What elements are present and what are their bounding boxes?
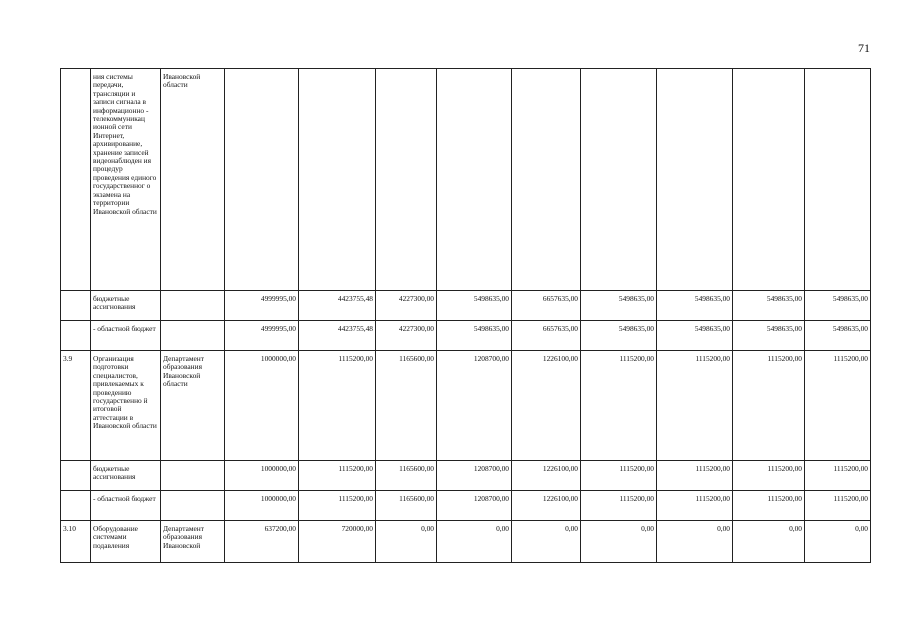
row-number-cell: 3.9 xyxy=(61,351,91,461)
row-number-cell: 3.10 xyxy=(61,521,91,563)
value-cell: 1115200,00 xyxy=(657,491,733,521)
value-cell: 1208700,00 xyxy=(437,491,512,521)
value-cell: 1208700,00 xyxy=(437,461,512,491)
value-cell: 6657635,00 xyxy=(512,321,581,351)
value-cell: 637200,00 xyxy=(225,521,299,563)
value-cell: 4999995,00 xyxy=(225,291,299,321)
value-cell: 1115200,00 xyxy=(733,351,805,461)
row-number-cell xyxy=(61,291,91,321)
value-cell: 1115200,00 xyxy=(657,461,733,491)
value-cell: 1115200,00 xyxy=(805,351,871,461)
value-cell: 0,00 xyxy=(657,521,733,563)
row-number-cell xyxy=(61,491,91,521)
value-cell: 4423755,48 xyxy=(299,291,376,321)
row-name-cell: Организация подготовки специалистов, привлекаемых к проведению государственно й итоговой аттестации в Ивановской области xyxy=(91,351,161,461)
value-cell: 6657635,00 xyxy=(512,291,581,321)
value-cell: 1226100,00 xyxy=(512,351,581,461)
table-row xyxy=(61,521,871,563)
value-cell: 1115200,00 xyxy=(299,491,376,521)
value-cell: 1115200,00 xyxy=(299,461,376,491)
value-cell xyxy=(225,69,299,291)
row-executor-cell xyxy=(161,491,225,521)
value-cell: 5498635,00 xyxy=(581,321,657,351)
value-cell: 4999995,00 xyxy=(225,321,299,351)
value-cell xyxy=(376,69,437,291)
row-number-cell xyxy=(61,321,91,351)
value-cell: 1000000,00 xyxy=(225,351,299,461)
table-row xyxy=(61,461,871,491)
value-cell: 0,00 xyxy=(512,521,581,563)
value-cell: 4227300,00 xyxy=(376,321,437,351)
value-cell: 5498635,00 xyxy=(805,291,871,321)
row-executor-cell xyxy=(161,291,225,321)
value-cell xyxy=(512,69,581,291)
value-cell: 1115200,00 xyxy=(299,351,376,461)
value-cell: 1115200,00 xyxy=(805,491,871,521)
value-cell: 1115200,00 xyxy=(581,491,657,521)
value-cell: 1165600,00 xyxy=(376,351,437,461)
value-cell: 720000,00 xyxy=(299,521,376,563)
value-cell: 1165600,00 xyxy=(376,461,437,491)
row-executor-cell: Департамент образования Ивановской xyxy=(161,521,225,563)
table-row xyxy=(61,321,871,351)
row-name-cell: бюджетные ассигнования xyxy=(91,291,161,321)
row-executor-cell: Ивановской области xyxy=(161,69,225,291)
row-name-cell: ния системы передачи, трансляции и записи сигнала в информационно - телекоммуникац ионной сети Интернет, архивирование, хранение записей видеонаблюден ия процедур проведения единого государственног о экзамена на территории Ивановской области xyxy=(91,69,161,291)
value-cell xyxy=(437,69,512,291)
value-cell: 1000000,00 xyxy=(225,461,299,491)
value-cell xyxy=(733,69,805,291)
value-cell: 4423755,48 xyxy=(299,321,376,351)
value-cell: 1115200,00 xyxy=(657,351,733,461)
table-row xyxy=(61,291,871,321)
row-executor-cell: Департамент образования Ивановской области xyxy=(161,351,225,461)
table-body xyxy=(61,69,871,563)
value-cell xyxy=(805,69,871,291)
table-row xyxy=(61,351,871,461)
value-cell: 5498635,00 xyxy=(733,291,805,321)
value-cell: 5498635,00 xyxy=(733,321,805,351)
value-cell xyxy=(657,69,733,291)
value-cell: 5498635,00 xyxy=(657,291,733,321)
value-cell: 0,00 xyxy=(805,521,871,563)
value-cell: 1115200,00 xyxy=(733,491,805,521)
value-cell: 4227300,00 xyxy=(376,291,437,321)
value-cell: 1115200,00 xyxy=(733,461,805,491)
row-executor-cell xyxy=(161,321,225,351)
value-cell xyxy=(299,69,376,291)
row-executor-cell xyxy=(161,461,225,491)
value-cell: 1208700,00 xyxy=(437,351,512,461)
value-cell: 1226100,00 xyxy=(512,491,581,521)
value-cell: 0,00 xyxy=(437,521,512,563)
table-row xyxy=(61,69,871,291)
value-cell: 0,00 xyxy=(581,521,657,563)
value-cell: 5498635,00 xyxy=(657,321,733,351)
row-name-cell: - областной бюджет xyxy=(91,321,161,351)
value-cell: 5498635,00 xyxy=(805,321,871,351)
table-row xyxy=(61,491,871,521)
value-cell: 1226100,00 xyxy=(512,461,581,491)
row-name-cell: Оборудование системами подавления xyxy=(91,521,161,563)
row-number-cell xyxy=(61,69,91,291)
row-name-cell: бюджетные ассигнования xyxy=(91,461,161,491)
budget-table xyxy=(60,68,871,563)
value-cell: 1165600,00 xyxy=(376,491,437,521)
row-name-cell: - областной бюджет xyxy=(91,491,161,521)
value-cell: 5498635,00 xyxy=(437,321,512,351)
value-cell: 0,00 xyxy=(733,521,805,563)
value-cell: 1115200,00 xyxy=(581,461,657,491)
row-number-cell xyxy=(61,461,91,491)
value-cell: 1000000,00 xyxy=(225,491,299,521)
value-cell: 5498635,00 xyxy=(437,291,512,321)
value-cell xyxy=(581,69,657,291)
value-cell: 5498635,00 xyxy=(581,291,657,321)
value-cell: 1115200,00 xyxy=(805,461,871,491)
value-cell: 1115200,00 xyxy=(581,351,657,461)
value-cell: 0,00 xyxy=(376,521,437,563)
page-number: 71 xyxy=(858,41,870,55)
